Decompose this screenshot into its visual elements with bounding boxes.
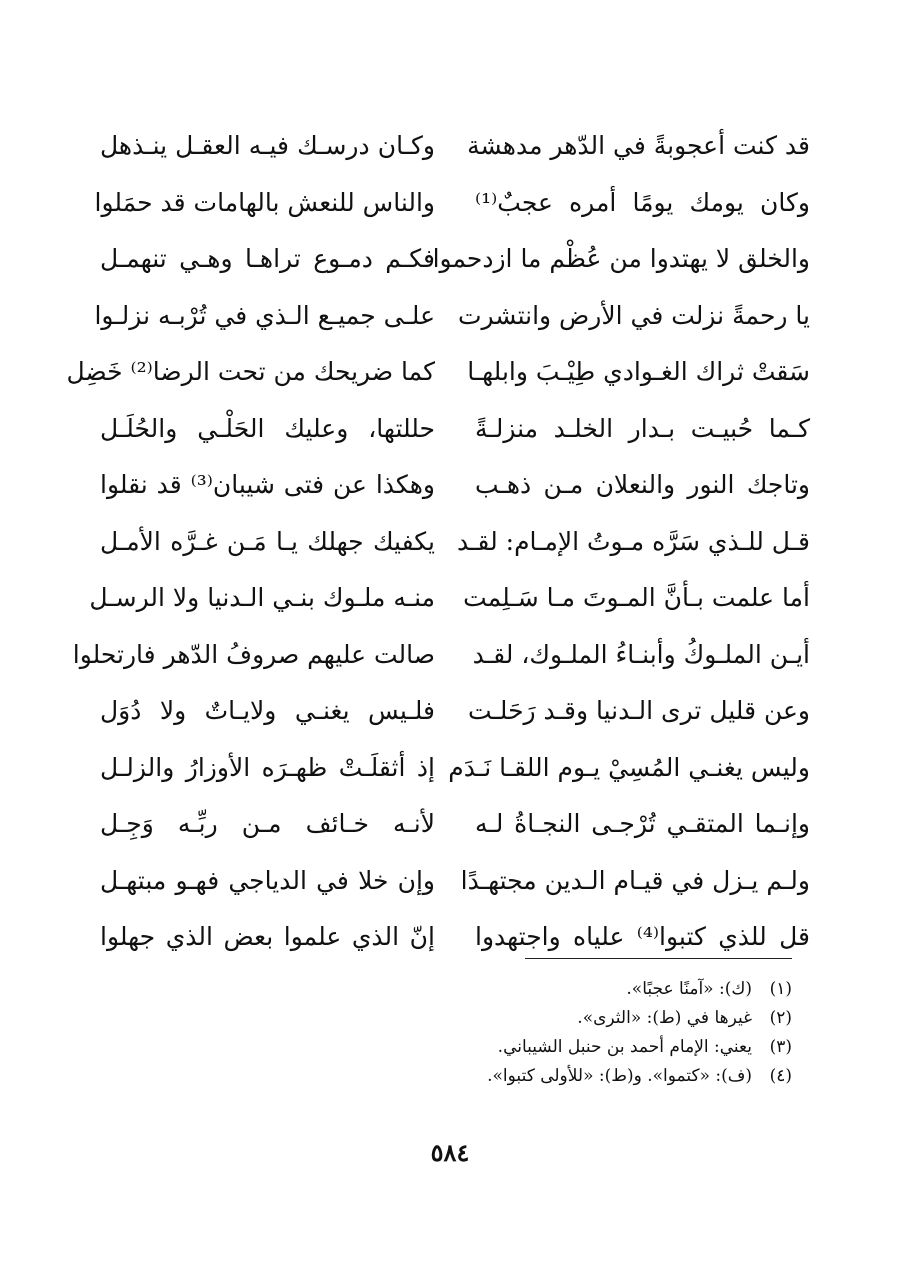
verse-first-hemistich: كـما حُبيـت بـدار الخلـد منزلـةً bbox=[475, 413, 810, 443]
verse-second-hemistich: وإن خلا في الدياجي فهـو مبتهـل bbox=[100, 865, 435, 895]
verse-first-hemistich: قل للذي كتبوا⁽⁴⁾ علياه واجتهدوا bbox=[475, 922, 810, 952]
footnote-number: (٣) bbox=[769, 1037, 792, 1058]
verse-first-hemistich: ولـم يـزل في قيـام الـدين مجتهـدًا bbox=[460, 865, 810, 895]
verse-second-hemistich: حللتها، وعليك الحَلْـي والحُلَـل bbox=[100, 413, 435, 443]
footnote-separator bbox=[525, 958, 792, 959]
verse-second-hemistich: والناس للنعش بالهامات قد حمَلوا bbox=[94, 187, 435, 217]
verse-second-hemistich: يكفيك جهلك يـا مَـن غـرَّه الأمـل bbox=[100, 526, 435, 556]
verse-first-hemistich: يا رحمةً نزلت في الأرض وانتشرت bbox=[457, 300, 810, 330]
footnote bbox=[232, 1062, 792, 1091]
verse-second-hemistich: صالت عليهم صروفُ الدّهر فارتحلوا bbox=[72, 639, 435, 669]
verse-second-hemistich: فلـيس يغنـي ولايـاتٌ ولا دُوَل bbox=[100, 696, 435, 726]
verse-first-hemistich: قد كنت أعجوبةً في الدّهر مدهشة bbox=[467, 131, 810, 161]
footnote-number: (٢) bbox=[769, 1008, 792, 1029]
footnote bbox=[232, 1004, 792, 1033]
verse-line bbox=[72, 627, 810, 684]
footnote-text: (ف): «كتموا». و(ط): «للأولى كتبوا». bbox=[487, 1066, 752, 1087]
verse-second-hemistich: إنّ الذي علموا بعض الذي جهلوا bbox=[100, 922, 435, 952]
verse-second-hemistich: علـى جميـع الـذي في تُرْبـه نزلـوا bbox=[94, 300, 435, 330]
verse-line bbox=[100, 514, 810, 571]
verse-second-hemistich: إذ أثقلَـتْ ظهـرَه الأوزارُ والزلـل bbox=[100, 752, 435, 782]
verse-first-hemistich: وعن قليل ترى الـدنيا وقـد رَحَلـت bbox=[467, 696, 810, 726]
verse-first-hemistich: وإنـما المتقـي تُرْجـى النجـاةُ لـه bbox=[475, 809, 810, 839]
footnote-text: (ك): «آمنًا عجبًا». bbox=[626, 979, 752, 1000]
verse-second-hemistich: وهكذا عن فتى شيبان⁽³⁾ قد نقلوا bbox=[100, 470, 435, 500]
verse-first-hemistich: وليس يغنـي المُسِيْ يـوم اللقـا نَـدَم bbox=[448, 752, 810, 782]
verse-line bbox=[100, 683, 810, 740]
verse-line bbox=[89, 570, 810, 627]
verse-line bbox=[100, 457, 810, 514]
verse-line bbox=[100, 740, 810, 797]
verse-first-hemistich: أما علمت بـأنَّ المـوتَ مـا سَـلِمت bbox=[463, 583, 810, 613]
verse-first-hemistich: وكان يومك يومًا أمره عجبٌ⁽¹⁾ bbox=[475, 187, 810, 217]
verse-line bbox=[66, 344, 810, 401]
footnote-text: يعني: الإمام أحمد بن حنبل الشيباني. bbox=[497, 1037, 752, 1058]
verse-second-hemistich: كما ضريحك من تحت الرضا⁽²⁾ خَضِل bbox=[66, 357, 435, 387]
verse-second-hemistich: فكـم دمـوع تراهـا وهـي تنهمـل bbox=[100, 244, 435, 274]
footnote-text: غيرها في (ط): «الثرى». bbox=[577, 1008, 752, 1029]
verse-second-hemistich: منـه ملـوك بنـي الـدنيا ولا الرسـل bbox=[89, 583, 435, 613]
footnote-number: (٤) bbox=[769, 1066, 792, 1087]
verse-line bbox=[100, 401, 810, 458]
verse-first-hemistich: والخلق لا يهتدوا من عُظْم ما ازدحموا bbox=[432, 244, 810, 274]
verse-line bbox=[94, 288, 810, 345]
verse-second-hemistich: وكـان درسـك فيـه العقـل ينـذهل bbox=[100, 131, 435, 161]
footnotes bbox=[232, 975, 792, 1091]
verse-second-hemistich: لأنـه خـائف مـن ربِّـه وَجِـل bbox=[100, 809, 435, 839]
footnote bbox=[232, 975, 792, 1004]
verse-line bbox=[94, 175, 810, 232]
footnote-number: (١) bbox=[769, 979, 792, 1000]
page-number: ٥٨٤ bbox=[430, 1138, 470, 1167]
verse-line bbox=[100, 231, 810, 288]
verse-first-hemistich: أيـن الملـوكُ وأبنـاءُ الملـوك، لقـد bbox=[472, 639, 810, 669]
footnote bbox=[232, 1033, 792, 1062]
verse-line bbox=[100, 118, 810, 175]
verse-line bbox=[100, 853, 810, 910]
verse-first-hemistich: وتاجك النور والنعلان مـن ذهـب bbox=[475, 470, 810, 500]
verse-line bbox=[100, 796, 810, 853]
verse-first-hemistich: قـل للـذي سَرَّه مـوتُ الإمـام: لقـد bbox=[456, 526, 810, 556]
verse-first-hemistich: سَقتْ ثراك الغـوادي طِيْـبَ وابلهـا bbox=[467, 357, 810, 387]
poem bbox=[66, 118, 810, 966]
